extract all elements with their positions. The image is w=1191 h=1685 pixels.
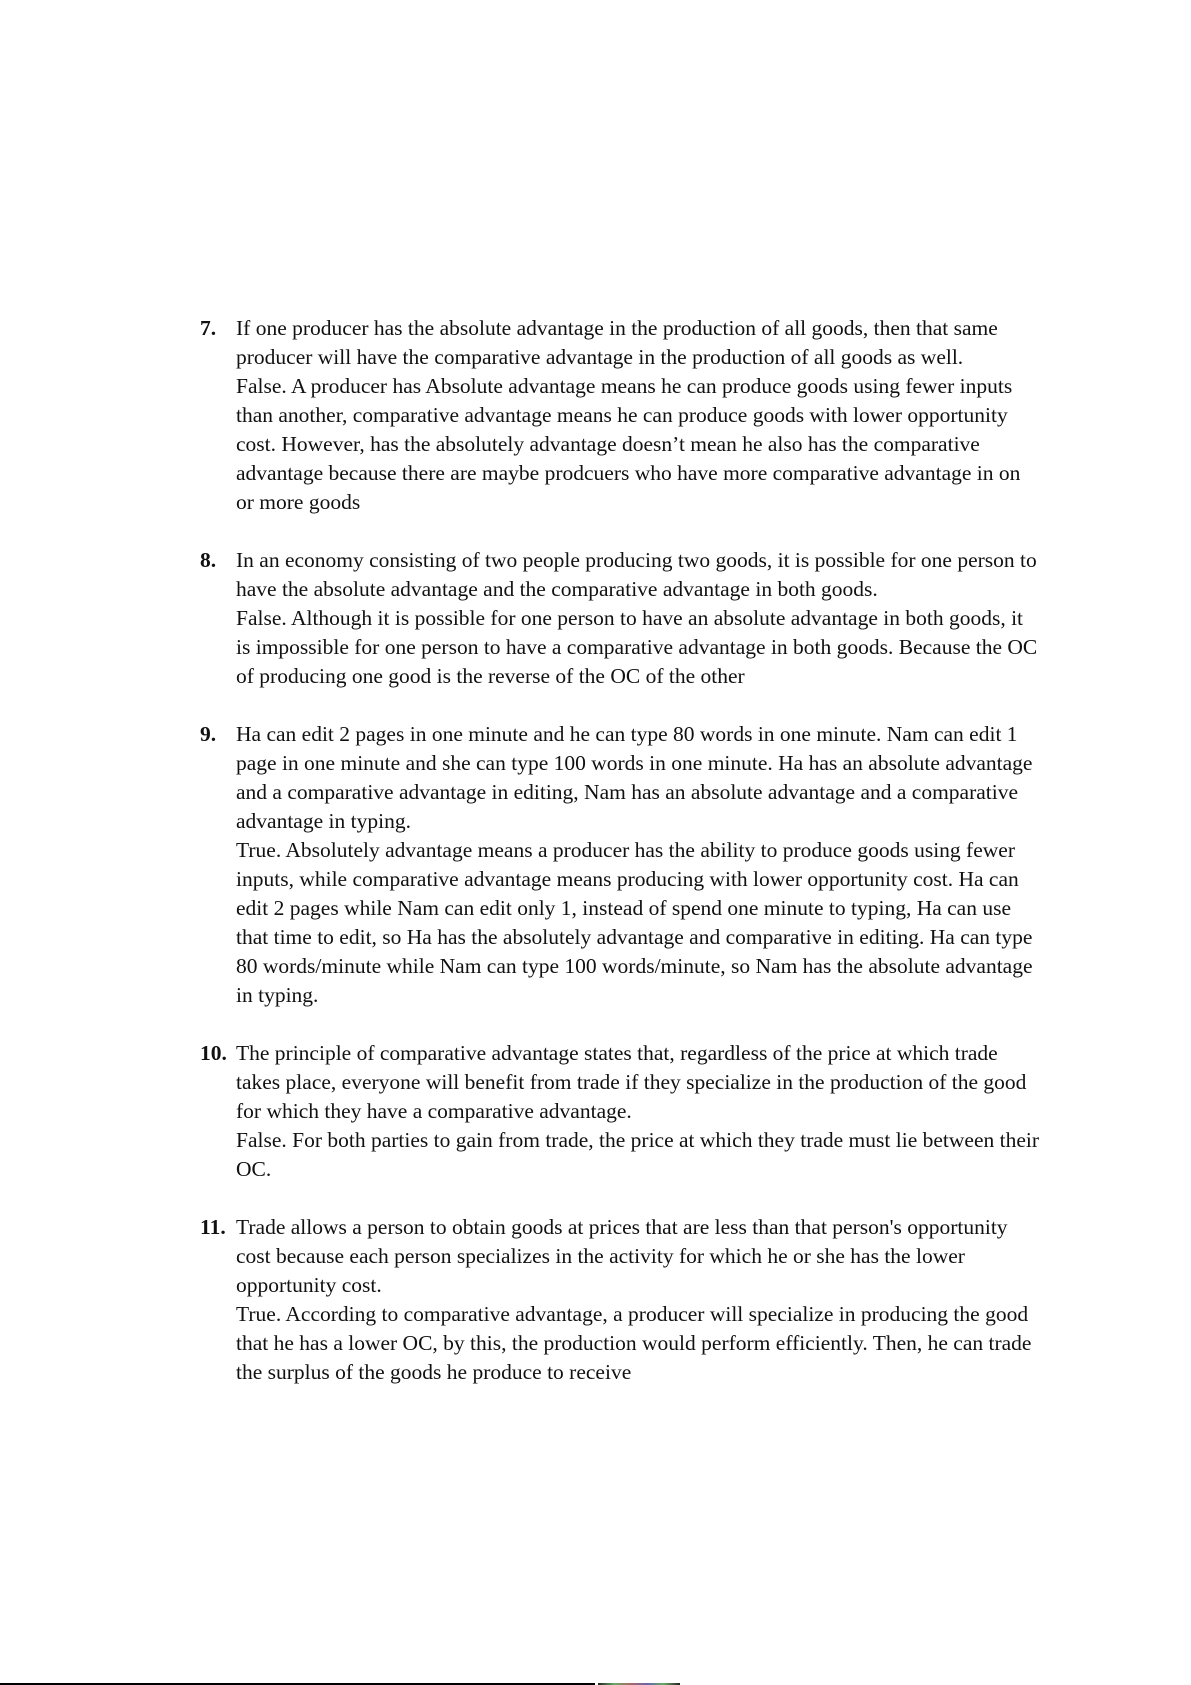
question-answer: False. For both parties to gain from trade, the price at which they trade must lie between their OC. bbox=[236, 1128, 1040, 1181]
question-number: 7. bbox=[200, 316, 217, 340]
question-body bbox=[236, 546, 1040, 691]
question-answer: False. Although it is possible for one person to have an absolute advantage in both goods, it is impossible for one person to have a comparative advantage in both goods. Because the OC of producing one good is the reverse of the OC of the other bbox=[236, 606, 1038, 688]
question-body bbox=[236, 314, 1040, 517]
question-statement: In an economy consisting of two people producing two goods, it is possible for one person to have the absolute advantage and the comparative advantage in both goods. bbox=[236, 548, 1037, 601]
question-number: 8. bbox=[200, 548, 217, 572]
question-body bbox=[236, 1039, 1040, 1184]
question-item-9 bbox=[200, 720, 1040, 1010]
question-number: 10. bbox=[200, 1041, 227, 1065]
question-statement: If one producer has the absolute advantage in the production of all goods, then that same producer will have the comparative advantage in the production of all goods as well. bbox=[236, 316, 998, 369]
question-list bbox=[200, 314, 1040, 1416]
question-number: 9. bbox=[200, 722, 217, 746]
question-answer: True. Absolutely advantage means a producer has the ability to produce goods using fewer inputs, while comparative advantage means producing with lower opportunity cost. Ha can edit 2 pages while Nam can edit only 1, instead of spend one minute to typing, Ha can use that time to edit, so Ha has the absolutely advantage and comparative in editing. Ha can type 80 words/minute while Nam can type 100 words/minute, so Nam has the absolute advantage in typing. bbox=[236, 838, 1033, 1007]
question-statement: Ha can edit 2 pages in one minute and he can type 80 words in one minute. Nam can edit 1 page in one minute and she can type 100 words in one minute. Ha has an absolute advantage and a comparative advantage in editing, Nam has an absolute advantage and a comparative advantage in typing. bbox=[236, 722, 1033, 833]
question-item-8 bbox=[200, 546, 1040, 691]
question-item-7 bbox=[200, 314, 1040, 517]
question-body bbox=[236, 720, 1040, 1010]
question-statement: Trade allows a person to obtain goods at prices that are less than that person's opportunity cost because each person specializes in the activity for which he or she has the lower opportunity cost. bbox=[236, 1215, 1008, 1297]
question-statement: The principle of comparative advantage states that, regardless of the price at which trade takes place, everyone will benefit from trade if they specialize in the production of the good for which they have a comparative advantage. bbox=[236, 1041, 1027, 1123]
question-item-11 bbox=[200, 1213, 1040, 1387]
question-answer: True. According to comparative advantage, a producer will specialize in producing the good that he has a lower OC, by this, the production would perform efficiently. Then, he can trade the surplus of the goods he produce to receive bbox=[236, 1302, 1032, 1384]
question-item-10 bbox=[200, 1039, 1040, 1184]
question-answer: False. A producer has Absolute advantage means he can produce goods using fewer inputs than another, comparative advantage means he can produce goods with lower opportunity cost. However, has the absolutely advantage doesn’t mean he also has the comparative advantage because there are maybe prodcuers who have more comparative advantage in on or more goods bbox=[236, 374, 1021, 514]
question-number: 11. bbox=[200, 1215, 226, 1239]
question-body bbox=[236, 1213, 1040, 1387]
